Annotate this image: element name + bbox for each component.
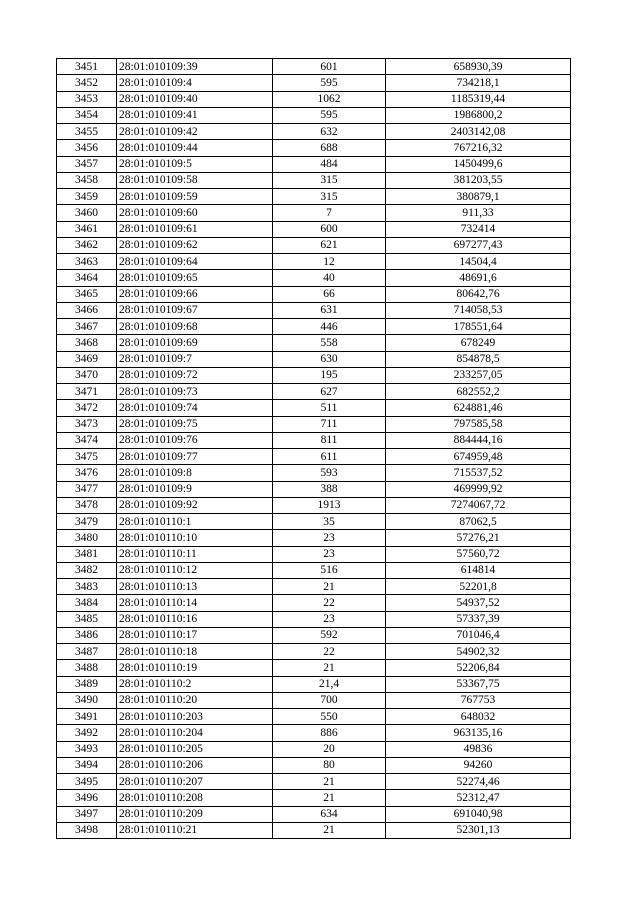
row-number: 3471 [57,384,117,400]
cost-value: 52206,84 [386,660,571,676]
area-value: 630 [273,351,386,367]
cadastral-number: 28:01:010110:13 [117,579,273,595]
cadastral-number: 28:01:010109:69 [117,335,273,351]
cadastral-number: 28:01:010109:9 [117,481,273,497]
cost-value: 701046,4 [386,627,571,643]
area-value: 516 [273,562,386,578]
cost-value: 53367,75 [386,676,571,692]
cost-value: 614814 [386,562,571,578]
cost-value: 1185319,44 [386,91,571,107]
row-number: 3463 [57,254,117,270]
row-number: 3469 [57,351,117,367]
cost-value: 380879,1 [386,189,571,205]
cadastral-number: 28:01:010109:67 [117,302,273,318]
area-value: 388 [273,481,386,497]
row-number: 3451 [57,59,117,75]
table-row [57,124,571,140]
row-number: 3470 [57,367,117,383]
table-row [57,432,571,448]
area-value: 1062 [273,91,386,107]
row-number: 3456 [57,140,117,156]
area-value: 80 [273,757,386,773]
row-number: 3487 [57,644,117,660]
table-row [57,416,571,432]
cadastral-number: 28:01:010109:61 [117,221,273,237]
area-value: 21 [273,822,386,838]
area-value: 484 [273,156,386,172]
cadastral-number: 28:01:010110:207 [117,774,273,790]
area-value: 558 [273,335,386,351]
table-row [57,676,571,692]
cost-value: 682552,2 [386,384,571,400]
area-value: 23 [273,530,386,546]
area-value: 700 [273,692,386,708]
table-row [57,757,571,773]
cost-value: 732414 [386,221,571,237]
table-row [57,644,571,660]
table-row [57,660,571,676]
row-number: 3468 [57,335,117,351]
cadastral-number: 28:01:010109:66 [117,286,273,302]
table-row [57,254,571,270]
cost-value: 94260 [386,757,571,773]
cost-value: 57337,39 [386,611,571,627]
row-number: 3496 [57,790,117,806]
cadastral-number: 28:01:010109:39 [117,59,273,75]
table-row [57,140,571,156]
area-value: 66 [273,286,386,302]
row-number: 3483 [57,579,117,595]
row-number: 3464 [57,270,117,286]
table-row [57,367,571,383]
cost-value: 658930,39 [386,59,571,75]
cost-value: 697277,43 [386,237,571,253]
cadastral-number: 28:01:010109:76 [117,432,273,448]
area-value: 23 [273,611,386,627]
cost-value: 1450499,6 [386,156,571,172]
cadastral-number: 28:01:010109:7 [117,351,273,367]
table-row [57,725,571,741]
area-value: 315 [273,172,386,188]
table-row [57,189,571,205]
row-number: 3495 [57,774,117,790]
table-row [57,465,571,481]
cadastral-number: 28:01:010109:77 [117,449,273,465]
area-value: 632 [273,124,386,140]
cadastral-number: 28:01:010109:74 [117,400,273,416]
row-number: 3462 [57,237,117,253]
table-row [57,221,571,237]
table-row [57,562,571,578]
cost-value: 178551,64 [386,319,571,335]
area-value: 21 [273,790,386,806]
cost-value: 797585,58 [386,416,571,432]
area-value: 550 [273,709,386,725]
row-number: 3485 [57,611,117,627]
cadastral-number: 28:01:010109:68 [117,319,273,335]
area-value: 811 [273,432,386,448]
cadastral-number: 28:01:010110:205 [117,741,273,757]
cadastral-number: 28:01:010110:16 [117,611,273,627]
cadastral-number: 28:01:010110:203 [117,709,273,725]
cost-value: 52301,13 [386,822,571,838]
table-row [57,351,571,367]
row-number: 3457 [57,156,117,172]
cadastral-table [56,58,571,839]
cadastral-number: 28:01:010110:206 [117,757,273,773]
cadastral-number: 28:01:010109:42 [117,124,273,140]
table-row [57,497,571,513]
cost-value: 80642,76 [386,286,571,302]
table-row [57,59,571,75]
area-value: 601 [273,59,386,75]
table-body [57,59,571,839]
cadastral-number: 28:01:010109:59 [117,189,273,205]
area-value: 593 [273,465,386,481]
table-row [57,530,571,546]
table-row [57,774,571,790]
row-number: 3475 [57,449,117,465]
cost-value: 884444,16 [386,432,571,448]
row-number: 3479 [57,514,117,530]
row-number: 3490 [57,692,117,708]
cost-value: 57560,72 [386,546,571,562]
table-row [57,822,571,838]
table-row [57,514,571,530]
table-row [57,205,571,221]
area-value: 611 [273,449,386,465]
row-number: 3481 [57,546,117,562]
row-number: 3493 [57,741,117,757]
row-number: 3489 [57,676,117,692]
area-value: 7 [273,205,386,221]
row-number: 3480 [57,530,117,546]
table-row [57,302,571,318]
cadastral-number: 28:01:010109:4 [117,75,273,91]
cost-value: 54937,52 [386,595,571,611]
table-row [57,384,571,400]
table-row [57,400,571,416]
cadastral-number: 28:01:010110:14 [117,595,273,611]
cost-value: 963135,16 [386,725,571,741]
area-value: 634 [273,806,386,822]
cadastral-number: 28:01:010110:19 [117,660,273,676]
cost-value: 57276,21 [386,530,571,546]
cadastral-number: 28:01:010110:18 [117,644,273,660]
table-row [57,546,571,562]
cost-value: 624881,46 [386,400,571,416]
area-value: 511 [273,400,386,416]
table-row [57,319,571,335]
table-row [57,237,571,253]
cost-value: 714058,53 [386,302,571,318]
cost-value: 381203,55 [386,172,571,188]
row-number: 3492 [57,725,117,741]
row-number: 3478 [57,497,117,513]
area-value: 21,4 [273,676,386,692]
cadastral-number: 28:01:010110:12 [117,562,273,578]
row-number: 3465 [57,286,117,302]
area-value: 886 [273,725,386,741]
row-number: 3453 [57,91,117,107]
area-value: 595 [273,75,386,91]
cadastral-number: 28:01:010110:1 [117,514,273,530]
table-row [57,91,571,107]
cost-value: 233257,05 [386,367,571,383]
area-value: 627 [273,384,386,400]
table-row [57,579,571,595]
cost-value: 767216,32 [386,140,571,156]
cost-value: 648032 [386,709,571,725]
table-row [57,692,571,708]
area-value: 711 [273,416,386,432]
cadastral-number: 28:01:010109:65 [117,270,273,286]
area-value: 446 [273,319,386,335]
area-value: 23 [273,546,386,562]
cadastral-number: 28:01:010109:58 [117,172,273,188]
cadastral-number: 28:01:010110:10 [117,530,273,546]
table-row [57,595,571,611]
cadastral-number: 28:01:010109:92 [117,497,273,513]
cadastral-number: 28:01:010110:17 [117,627,273,643]
table-row [57,741,571,757]
cadastral-number: 28:01:010110:208 [117,790,273,806]
cost-value: 52312,47 [386,790,571,806]
cadastral-number: 28:01:010109:8 [117,465,273,481]
area-value: 195 [273,367,386,383]
cost-value: 54902,32 [386,644,571,660]
table-row [57,627,571,643]
cost-value: 48691,6 [386,270,571,286]
cadastral-number: 28:01:010109:44 [117,140,273,156]
area-value: 21 [273,660,386,676]
row-number: 3454 [57,107,117,123]
table-row [57,790,571,806]
cost-value: 911,33 [386,205,571,221]
area-value: 12 [273,254,386,270]
cost-value: 14504,4 [386,254,571,270]
cadastral-number: 28:01:010109:75 [117,416,273,432]
cost-value: 691040,98 [386,806,571,822]
area-value: 21 [273,774,386,790]
area-value: 22 [273,644,386,660]
area-value: 595 [273,107,386,123]
row-number: 3466 [57,302,117,318]
row-number: 3455 [57,124,117,140]
area-value: 600 [273,221,386,237]
row-number: 3473 [57,416,117,432]
row-number: 3498 [57,822,117,838]
row-number: 3458 [57,172,117,188]
cadastral-number: 28:01:010109:62 [117,237,273,253]
row-number: 3459 [57,189,117,205]
row-number: 3452 [57,75,117,91]
cadastral-number: 28:01:010109:64 [117,254,273,270]
cadastral-number: 28:01:010109:73 [117,384,273,400]
area-value: 631 [273,302,386,318]
row-number: 3482 [57,562,117,578]
row-number: 3472 [57,400,117,416]
row-number: 3486 [57,627,117,643]
cadastral-number: 28:01:010109:41 [117,107,273,123]
cadastral-number: 28:01:010109:40 [117,91,273,107]
row-number: 3477 [57,481,117,497]
cadastral-number: 28:01:010110:2 [117,676,273,692]
area-value: 35 [273,514,386,530]
table-row [57,107,571,123]
cost-value: 469999,92 [386,481,571,497]
table-row [57,481,571,497]
cost-value: 678249 [386,335,571,351]
table-row [57,709,571,725]
cost-value: 49836 [386,741,571,757]
cadastral-number: 28:01:010110:11 [117,546,273,562]
table-row [57,806,571,822]
cadastral-number: 28:01:010110:20 [117,692,273,708]
row-number: 3494 [57,757,117,773]
area-value: 22 [273,595,386,611]
cost-value: 87062,5 [386,514,571,530]
area-value: 592 [273,627,386,643]
table-row [57,335,571,351]
area-value: 21 [273,579,386,595]
cost-value: 854878,5 [386,351,571,367]
row-number: 3488 [57,660,117,676]
area-value: 315 [273,189,386,205]
table-row [57,75,571,91]
table-row [57,270,571,286]
row-number: 3484 [57,595,117,611]
cadastral-number: 28:01:010110:21 [117,822,273,838]
table-row [57,449,571,465]
cost-value: 52201,8 [386,579,571,595]
row-number: 3476 [57,465,117,481]
area-value: 1913 [273,497,386,513]
cost-value: 52274,46 [386,774,571,790]
cost-value: 674959,48 [386,449,571,465]
row-number: 3460 [57,205,117,221]
table-row [57,172,571,188]
table-row [57,611,571,627]
row-number: 3461 [57,221,117,237]
cadastral-number: 28:01:010109:60 [117,205,273,221]
cost-value: 767753 [386,692,571,708]
cadastral-number: 28:01:010110:209 [117,806,273,822]
cost-value: 7274067,72 [386,497,571,513]
row-number: 3497 [57,806,117,822]
row-number: 3474 [57,432,117,448]
cadastral-number: 28:01:010109:72 [117,367,273,383]
cost-value: 2403142,08 [386,124,571,140]
row-number: 3491 [57,709,117,725]
area-value: 20 [273,741,386,757]
cadastral-number: 28:01:010109:5 [117,156,273,172]
area-value: 621 [273,237,386,253]
cost-value: 734218,1 [386,75,571,91]
row-number: 3467 [57,319,117,335]
table-row [57,156,571,172]
cost-value: 715537,52 [386,465,571,481]
area-value: 688 [273,140,386,156]
table-row [57,286,571,302]
cost-value: 1986800,2 [386,107,571,123]
cadastral-number: 28:01:010110:204 [117,725,273,741]
area-value: 40 [273,270,386,286]
